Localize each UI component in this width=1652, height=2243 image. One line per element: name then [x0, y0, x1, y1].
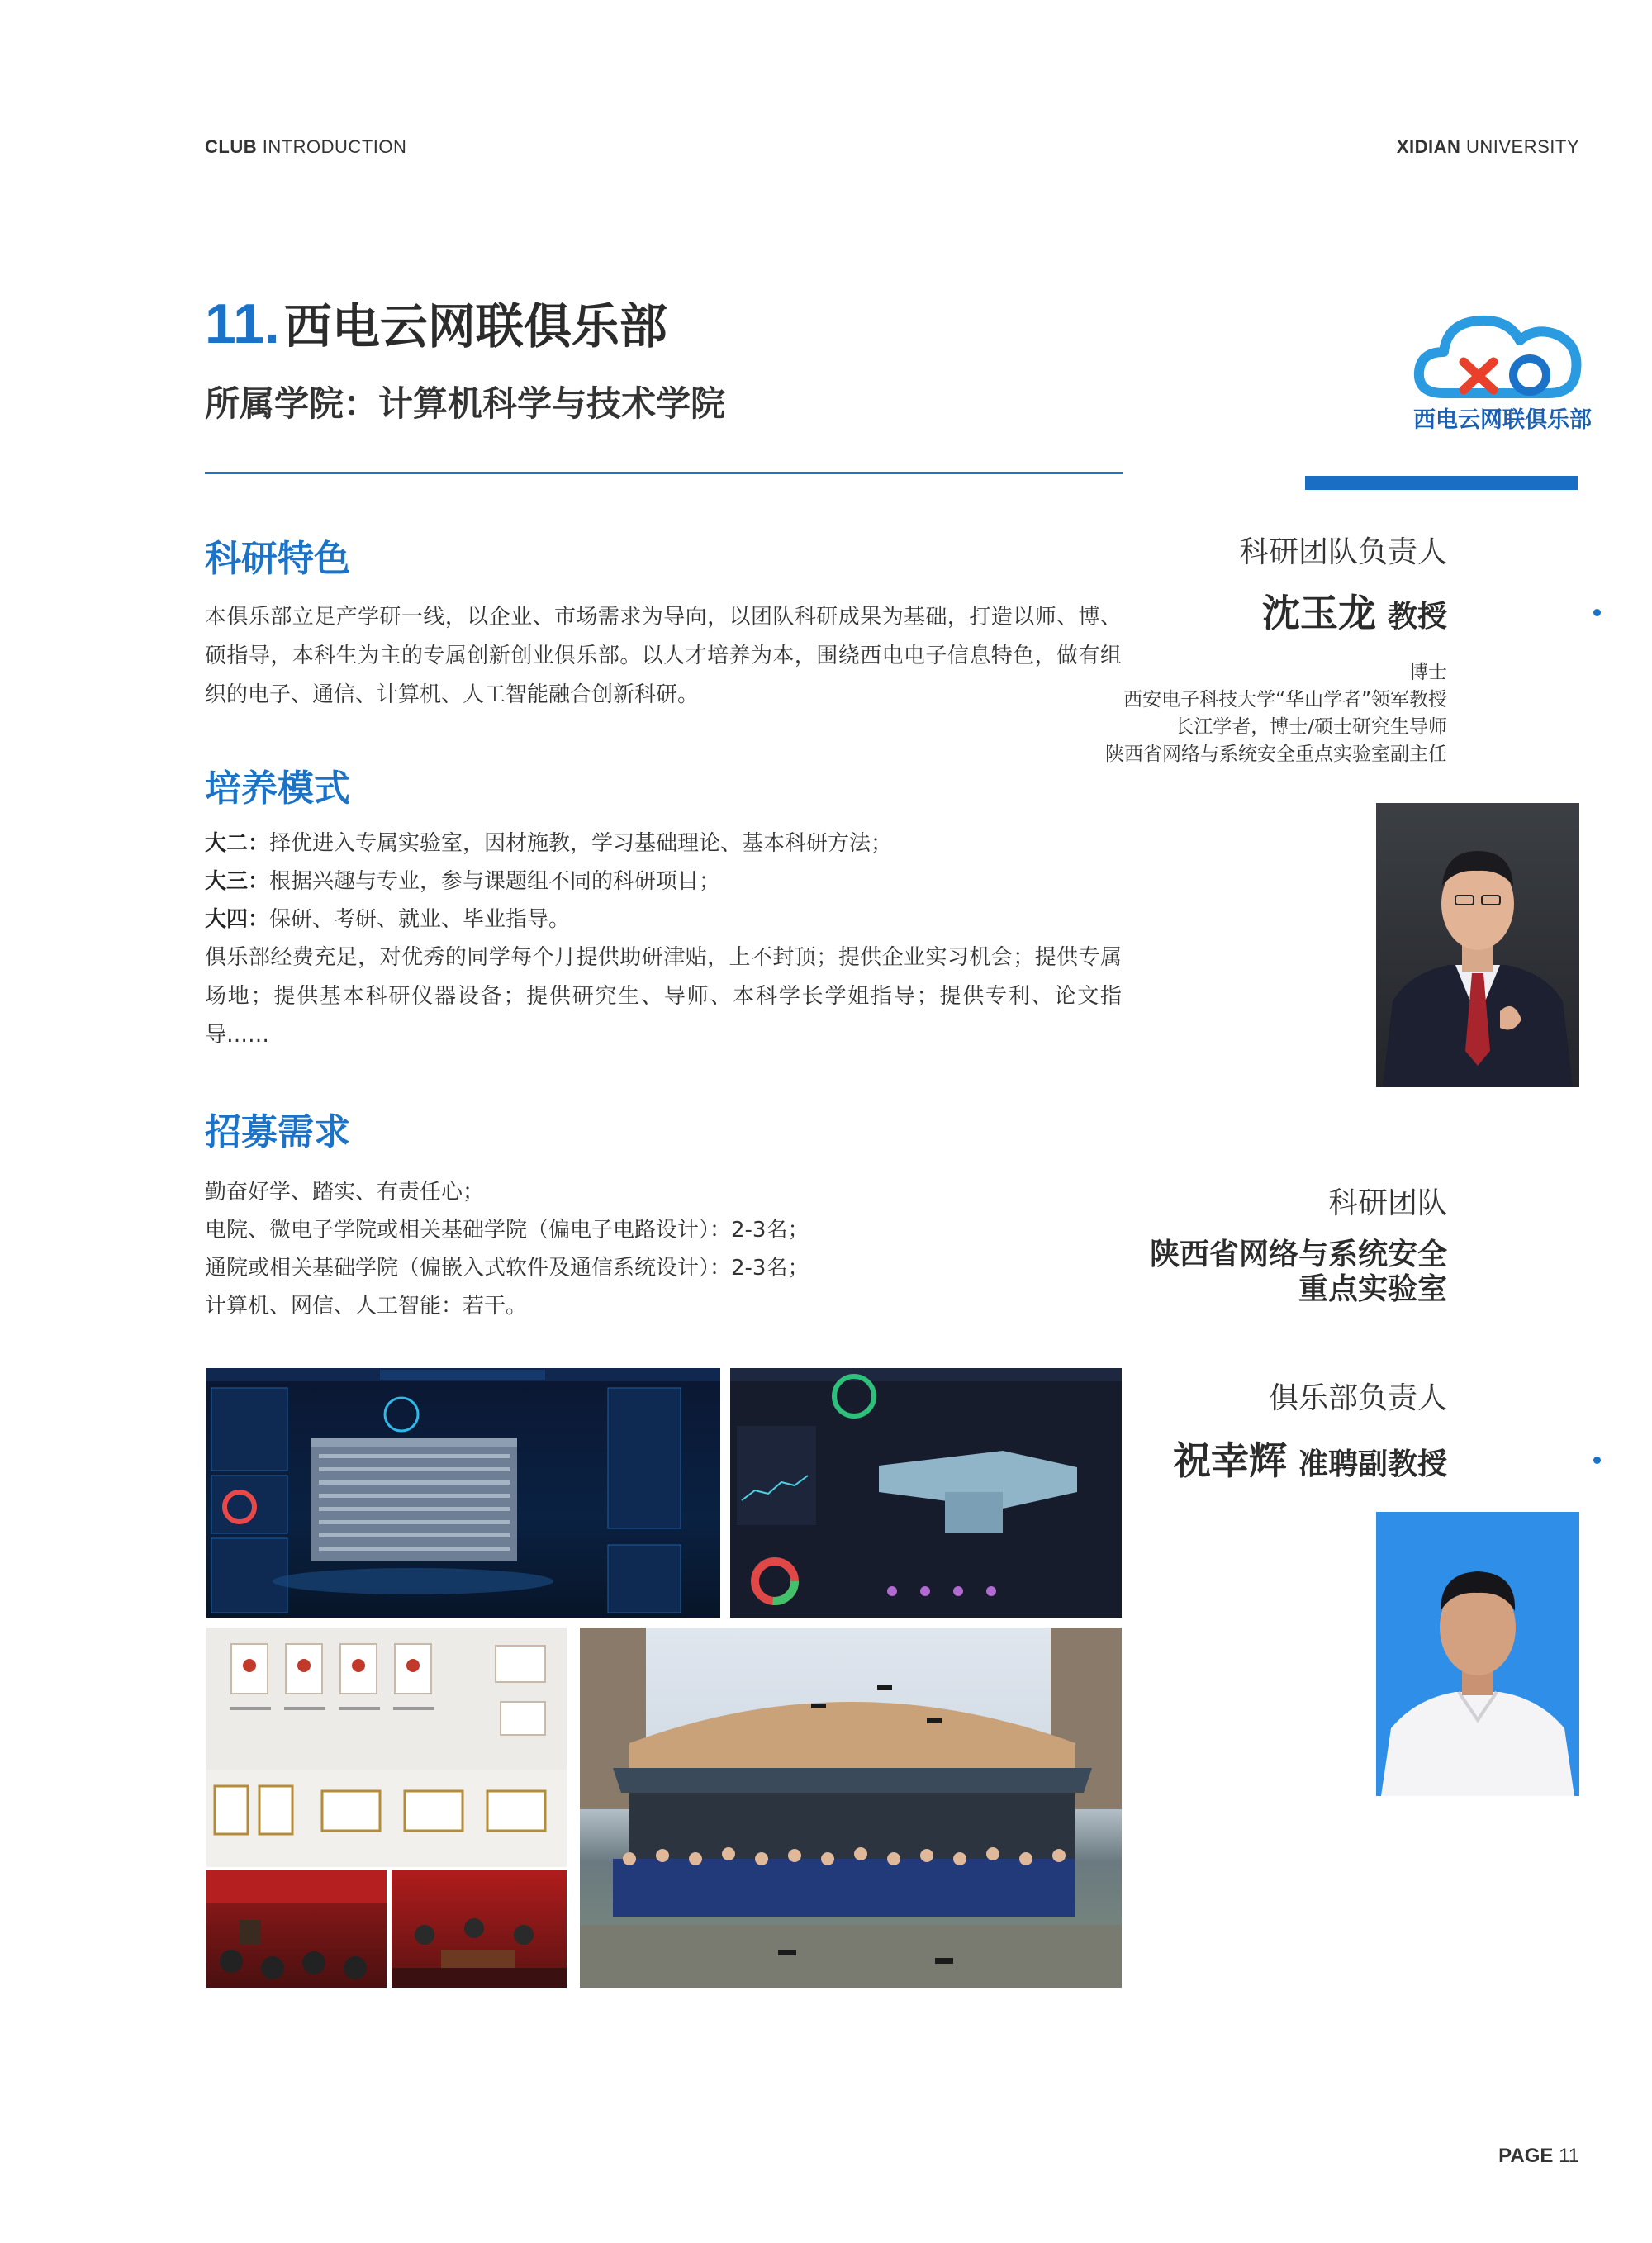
- team-label: 科研团队: [1327, 1186, 1447, 1220]
- leader-detail: 西安电子科技大学“华山学者”领军教授: [1123, 689, 1447, 710]
- team-name-line2: 重点实验室: [1298, 1272, 1447, 1306]
- event-photo-1: [206, 1870, 387, 1988]
- subtitle: 所属学院：计算机科学与技术学院: [205, 383, 726, 424]
- title-divider: [205, 472, 1123, 474]
- recruit-line: 电院、微电子学院或相关基础学院（偏电子电路设计）：2-3名；: [205, 1218, 809, 1243]
- recruit-line: 计算机、网信、人工智能：若干。: [205, 1294, 528, 1319]
- recruit-line: 通院或相关基础学院（偏嵌入式软件及通信系统设计）：2-3名；: [205, 1256, 809, 1281]
- bullet-dot-icon: [1593, 609, 1601, 616]
- club-leader-label: 俱乐部负责人: [1268, 1381, 1447, 1415]
- club-logo: [1411, 304, 1594, 436]
- certificates-photo-2: [206, 1770, 567, 1867]
- certificates-photo: [206, 1628, 567, 1770]
- training-item: 大四：保研、考研、就业、毕业指导。: [205, 907, 571, 932]
- page-number: PAGE 11: [1498, 2145, 1579, 2167]
- training-item: 大二：择优进入专属实验室，因材施教，学习基础理论、基本科研方法；: [205, 831, 893, 856]
- section-heading-recruit: 招募需求: [205, 1111, 350, 1153]
- dashboard-screenshot-2: [730, 1368, 1122, 1618]
- title-name: 西电云网联俱乐部: [283, 298, 667, 354]
- training-item: 大三：根据兴趣与专业，参与课题组不同的科研项目；: [205, 869, 721, 894]
- leader-portrait: [1376, 803, 1579, 1087]
- section-heading-training: 培养模式: [205, 767, 350, 810]
- event-photo-2: [392, 1870, 567, 1988]
- research-body: 本俱乐部立足产学研一线，以企业、市场需求为导向，以团队科研成果为基础，打造以师、博、硕指导，本科生为主的专属创新创业俱乐部。以人才培养为本，围绕西电电子信息特色，做有组织的电子、通信、计算机、人工智能融合创新科研。: [205, 605, 1122, 707]
- leader-label: 科研团队负责人: [1238, 535, 1447, 569]
- bullet-dot-icon: [1593, 1457, 1601, 1464]
- dashboard-screenshot-1: [206, 1368, 720, 1618]
- sidebar-accent-bar: [1305, 476, 1578, 490]
- recruit-line: 勤奋好学、踏实、有责任心；: [205, 1180, 485, 1205]
- cloud-logo-icon: [1411, 304, 1594, 403]
- training-body: 俱乐部经费充足，对优秀的同学每个月提供助研津贴，上不封顶；提供企业实习机会；提供专属场地；提供基本科研仪器设备；提供研究生、导师、本科学长学姐指导；提供专利、论文指导……: [205, 945, 1122, 1048]
- team-name-line1: 陕西省网络与系统安全: [1149, 1238, 1447, 1271]
- graduation-group-photo: [580, 1628, 1122, 1988]
- title-number: 11.: [205, 292, 280, 355]
- running-header-left: CLUB INTRODUCTION: [205, 136, 407, 157]
- page-title: [205, 288, 667, 357]
- leader-detail: 博士: [1409, 662, 1447, 683]
- leader-name-line: 沈玉龙 教授: [1261, 591, 1447, 635]
- section-heading-research: 科研特色: [205, 538, 350, 580]
- leader-detail: 陕西省网络与系统安全重点实验室副主任: [1105, 744, 1447, 765]
- logo-text: 西电云网联俱乐部: [1413, 407, 1592, 433]
- club-leader-name-line: 祝幸辉 准聘副教授: [1172, 1438, 1447, 1483]
- running-header-right: XIDIAN UNIVERSITY: [1396, 136, 1579, 157]
- leader-detail: 长江学者，博士/硕士研究生导师: [1175, 716, 1447, 738]
- club-leader-portrait: [1376, 1512, 1579, 1796]
